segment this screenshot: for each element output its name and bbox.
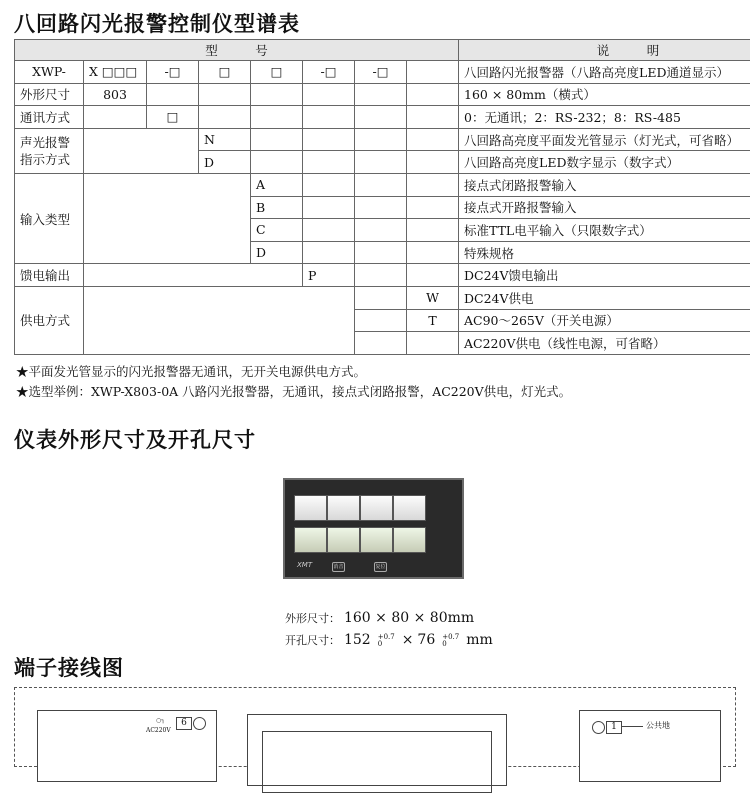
times-sign: × xyxy=(401,632,414,648)
device-photo xyxy=(283,478,464,579)
terminal-6: 6 xyxy=(176,717,192,730)
indicator-code: N xyxy=(199,128,251,151)
power-code xyxy=(407,332,459,355)
input-desc: 接点式闭路报警输入 xyxy=(459,173,750,196)
comm-label: 通讯方式 xyxy=(15,106,84,129)
cutout-unit: mm xyxy=(466,632,493,648)
size-label: 外形尺寸 xyxy=(15,83,84,106)
input-desc: 特殊规格 xyxy=(459,241,750,264)
power-desc: AC90～265V（开关电源） xyxy=(459,309,750,332)
page-title: 八回路闪光报警控制仪型谱表 xyxy=(14,12,300,36)
model-code-1: X □□□ xyxy=(84,61,147,84)
model-spectrum-table xyxy=(14,39,750,355)
outer-dimensions xyxy=(285,610,474,626)
model-code-3: □ xyxy=(199,61,251,84)
alarm-light xyxy=(393,527,426,553)
reset-button: 复位 xyxy=(375,564,386,570)
section-wiring-title: 端子接线图 xyxy=(14,656,124,680)
left-tag: AC220V xyxy=(146,727,171,734)
size-desc: 160 × 80mm（横式） xyxy=(459,83,750,106)
feed-label: 馈电输出 xyxy=(15,264,84,287)
comm-code: □ xyxy=(147,106,199,129)
tolerance: +0.7 0 xyxy=(442,632,460,648)
indicator-desc: 八回路高亮度LED数字显示（数字式） xyxy=(459,151,750,174)
input-code: D xyxy=(251,241,303,264)
indicator-code: D xyxy=(199,151,251,174)
brand-logo: XMT xyxy=(297,561,313,569)
input-code: A xyxy=(251,173,303,196)
cutout-dimensions xyxy=(285,632,493,648)
feed-code: P xyxy=(303,264,355,287)
indicator-desc: 八回路高亮度平面发光管显示（灯光式，可省略） xyxy=(459,128,750,151)
indicator-label: 声光报警 指示方式 xyxy=(15,128,84,173)
alarm-light xyxy=(393,495,426,521)
notes xyxy=(16,362,571,402)
right-terminal-block xyxy=(579,710,721,782)
model-code-5: -□ xyxy=(303,61,355,84)
power-code: W xyxy=(407,286,459,309)
left-terminal-block xyxy=(37,710,217,782)
model-desc: 八回路闪光报警器（八路高亮度LED通道显示） xyxy=(459,61,750,84)
input-desc: 接点式开路报警输入 xyxy=(459,196,750,219)
alarm-light xyxy=(294,495,327,521)
input-label: 输入类型 xyxy=(15,173,84,263)
header-model: 型 号 xyxy=(15,40,459,61)
model-code-4: □ xyxy=(251,61,303,84)
outer-dim-label: 外形尺寸： xyxy=(285,612,340,625)
cutout-dim-label: 开孔尺寸： xyxy=(285,634,340,647)
screw-icon xyxy=(592,721,605,734)
power-label: 供电方式 xyxy=(15,286,84,354)
terminal-1: 1 xyxy=(606,721,622,734)
input-desc: 标准TTL电平输入（只限数字式） xyxy=(459,219,750,242)
alarm-light xyxy=(294,527,327,553)
center-inner xyxy=(262,731,492,793)
section-dimensions-title: 仪表外形尺寸及开孔尺寸 xyxy=(14,428,256,452)
comm-desc: 0：无通讯；2：RS-232；8：RS-485 xyxy=(459,106,750,129)
feed-desc: DC24V馈电输出 xyxy=(459,264,750,287)
alarm-light xyxy=(327,495,360,521)
alarm-light xyxy=(360,495,393,521)
input-code: C xyxy=(251,219,303,242)
header-description: 说 明 xyxy=(459,40,750,61)
silence-button: 消音 xyxy=(333,564,344,570)
cutout-height: 76 xyxy=(417,632,436,648)
power-desc: AC220V供电（线性电源，可省略） xyxy=(459,332,750,355)
center-block xyxy=(247,714,507,786)
tolerance: +0.7 0 xyxy=(377,632,395,648)
model-prefix: XWP- xyxy=(15,61,84,84)
power-code: T xyxy=(407,309,459,332)
wiring-diagram xyxy=(14,687,736,767)
screw-icon xyxy=(193,717,206,730)
cutout-width: 152 xyxy=(343,632,371,648)
outer-dim-value: 160 × 80 × 80mm xyxy=(343,610,475,626)
switch-icon: ○┐ xyxy=(156,717,165,724)
note-1: ★平面发光管显示的闪光报警器无通讯，无开关电源供电方式。 xyxy=(16,364,367,379)
model-code-2: -□ xyxy=(147,61,199,84)
model-code-6: -□ xyxy=(355,61,407,84)
alarm-light xyxy=(360,527,393,553)
common-ground-label: 公共地 xyxy=(646,721,670,730)
wire xyxy=(621,726,643,727)
size-code: 803 xyxy=(84,83,147,106)
input-code: B xyxy=(251,196,303,219)
power-desc: DC24V供电 xyxy=(459,286,750,309)
alarm-light xyxy=(327,527,360,553)
note-2: ★选型举例：XWP-X803-0A 八路闪光报警器，无通讯，接点式闭路报警，AC220V供电，灯光式。 xyxy=(16,384,572,399)
